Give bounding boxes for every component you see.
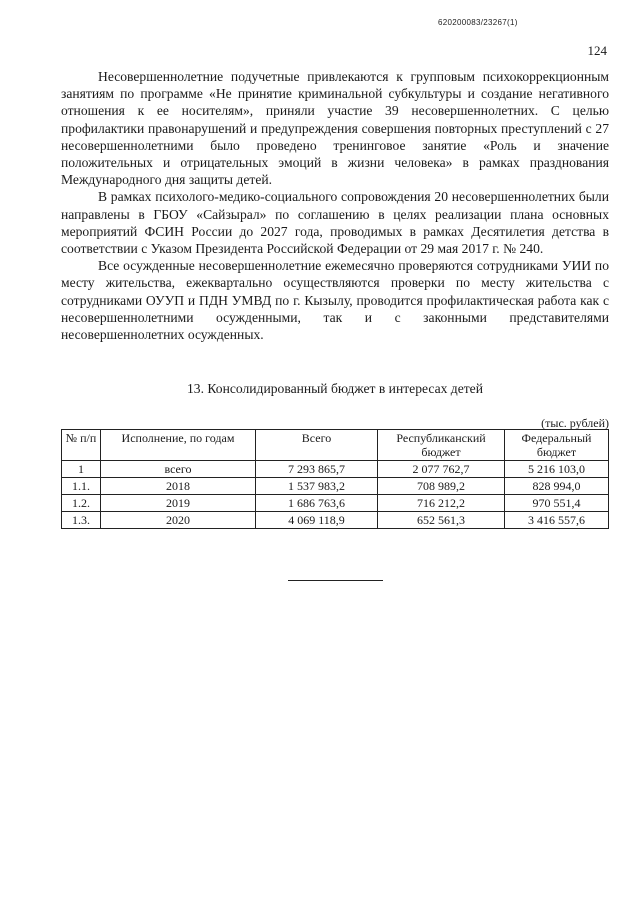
cell-year: 2020 xyxy=(101,512,256,529)
paragraph-2: В рамках психолого-медико-социального сопровождения 20 несовершеннолетних были направлены в ГБОУ «Сайзырал» по соглашению в целях реализации плана основных мероприятий ФСИН России до 2027 года, проводимых в рамках Десятилетия детства в соответствии с Указом Президента Российской Федерации от 29 мая 2017 г. № 240. xyxy=(61,189,609,257)
cell-number: 1.3. xyxy=(62,512,101,529)
cell-number: 1 xyxy=(62,461,101,478)
cell-total: 7 293 865,7 xyxy=(256,461,378,478)
cell-year: 2019 xyxy=(101,495,256,512)
cell-republican: 716 212,2 xyxy=(378,495,505,512)
header-federal: Федеральный бюджет xyxy=(505,430,609,461)
header-years: Исполнение, по годам xyxy=(101,430,256,461)
units-label: (тыс. рублей) xyxy=(541,416,609,430)
cell-year: 2018 xyxy=(101,478,256,495)
cell-total: 4 069 118,9 xyxy=(256,512,378,529)
paragraph-1: Несовершеннолетние подучетные привлекаются к групповым психокоррекционным занятиям по программе «Не принятие криминальной субкультуры и создание негативного отношения к ее носителям», приняли участие 39 несовершеннолетних. С целью профилактики правонарушений и предупреждения совершения повторных преступлений с 27 несовершеннолетними было проведено тренинговое занятие «Роль и значение положительных и отрицательных эмоций в жизни человека» в рамках празднования Международного дня защиты детей. xyxy=(61,69,609,188)
paragraph-3: Все осужденные несовершеннолетние ежемесячно проверяются сотрудниками УИИ по месту жительства, ежеквартально осуществляются проверки по месту жительства с сотрудниками ОУУП и ПДН УМВД по г. Кызылу, проводится профилактическая работа как с несовершеннолетними осужденными, так и с законными представителями несовершеннолетних осужденных. xyxy=(61,258,609,343)
cell-federal: 3 416 557,6 xyxy=(505,512,609,529)
table-header-row xyxy=(62,430,609,461)
header-number: № п/п xyxy=(62,430,101,461)
cell-federal: 970 551,4 xyxy=(505,495,609,512)
cell-number: 1.2. xyxy=(62,495,101,512)
table-row xyxy=(62,512,609,529)
header-total: Всего xyxy=(256,430,378,461)
cell-year: всего xyxy=(101,461,256,478)
cell-republican: 652 561,3 xyxy=(378,512,505,529)
cell-total: 1 537 983,2 xyxy=(256,478,378,495)
table-row xyxy=(62,461,609,478)
budget-table xyxy=(61,429,609,529)
cell-republican: 2 077 762,7 xyxy=(378,461,505,478)
document-number: 620200083/23267(1) xyxy=(438,18,518,27)
body-text xyxy=(61,68,609,343)
cell-number: 1.1. xyxy=(62,478,101,495)
table-row xyxy=(62,478,609,495)
cell-federal: 828 994,0 xyxy=(505,478,609,495)
cell-federal: 5 216 103,0 xyxy=(505,461,609,478)
cell-republican: 708 989,2 xyxy=(378,478,505,495)
end-divider xyxy=(288,580,383,581)
page-number: 124 xyxy=(587,43,607,58)
table-row xyxy=(62,495,609,512)
header-republican: Республиканский бюджет xyxy=(378,430,505,461)
cell-total: 1 686 763,6 xyxy=(256,495,378,512)
section-title: 13. Консолидированный бюджет в интересах детей xyxy=(187,381,483,396)
